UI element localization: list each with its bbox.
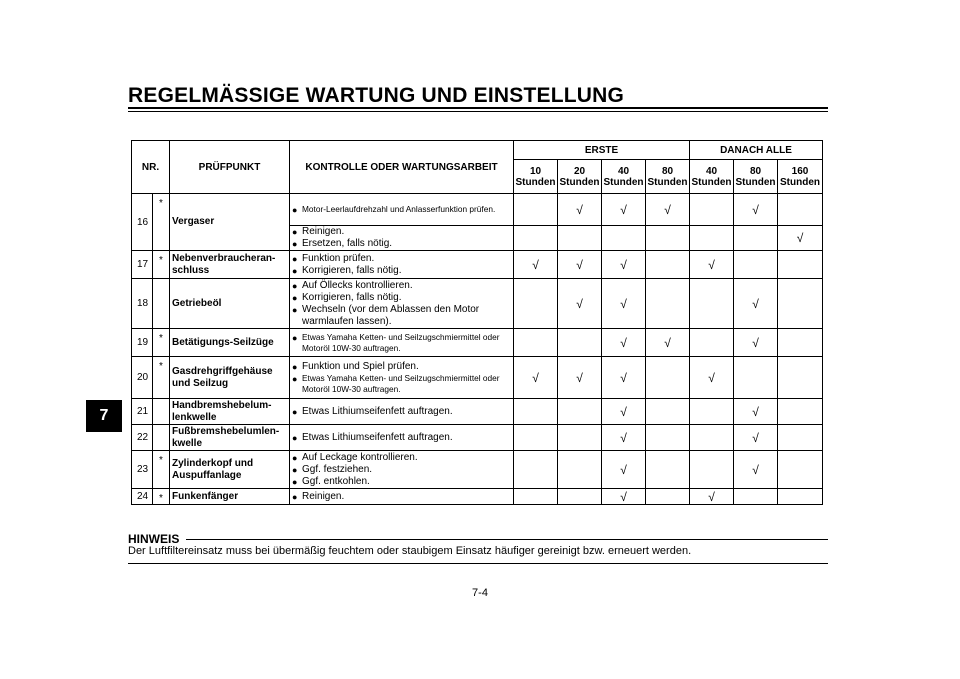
row-work (290, 357, 514, 399)
bullet-icon: ● (292, 265, 298, 276)
work-bullet (292, 361, 511, 373)
page-number: 7-4 (472, 587, 488, 599)
bullet-icon: ● (292, 491, 298, 502)
interval-unit: Stunden (780, 176, 820, 188)
title-rule (128, 107, 828, 109)
interval-value: 10 (529, 165, 542, 177)
bullet-icon: ● (292, 280, 298, 291)
row-number: 17 (132, 251, 153, 279)
interval-header (602, 160, 646, 194)
empty-cell (514, 425, 558, 451)
row-star: * (153, 251, 170, 279)
interval-unit: Stunden (559, 176, 600, 188)
bullet-icon: ● (292, 373, 298, 384)
row-number: 18 (132, 279, 153, 329)
check-mark: √ (646, 194, 690, 226)
empty-cell (514, 399, 558, 425)
header-erste: ERSTE (514, 141, 690, 160)
work-text: Funktion und Spiel prüfen. (302, 360, 419, 372)
interval-value: 40 (705, 165, 718, 177)
maintenance-table (131, 140, 823, 505)
empty-cell (778, 399, 823, 425)
work-text: Wechseln (vor dem Ablassen den Motor warmlaufen lassen). (302, 303, 480, 327)
empty-cell (602, 226, 646, 251)
bullet-icon: ● (292, 361, 298, 372)
bullet-icon: ● (292, 292, 298, 303)
row-number: 22 (132, 425, 153, 451)
note-text: Der Luftfiltereinsatz muss bei übermäßig feuchtem oder staubigem Einsatz häufiger gereinigt bzw. erneuert werden. (128, 545, 692, 557)
row-item: Nebenverbraucheran-schluss (170, 251, 290, 279)
table-row (132, 357, 823, 399)
row-item: Fußbremshebelumlen-kwelle (170, 425, 290, 451)
empty-cell (690, 194, 734, 226)
check-mark: √ (690, 489, 734, 505)
row-work (290, 251, 514, 279)
work-text: Ggf. festziehen. (302, 463, 373, 475)
check-mark: √ (602, 251, 646, 279)
work-bullet (292, 406, 511, 418)
row-number: 24 (132, 489, 153, 505)
check-mark: √ (514, 251, 558, 279)
bullet-icon: ● (292, 464, 298, 475)
check-mark: √ (602, 489, 646, 505)
empty-cell (778, 194, 823, 226)
row-item: Vergaser (170, 194, 290, 251)
work-text: Auf Öllecks kontrollieren. (302, 279, 413, 291)
bullet-icon: ● (292, 204, 298, 215)
title-rule-thin (128, 111, 828, 112)
empty-cell (778, 357, 823, 399)
row-star (153, 425, 170, 451)
bullet-icon: ● (292, 332, 298, 343)
row-item: Gasdrehgriffgehäuse und Seilzug (170, 357, 290, 399)
work-bullet (292, 452, 511, 464)
interval-unit: Stunden (603, 176, 644, 188)
work-text: Funktion prüfen. (302, 252, 375, 264)
empty-cell (690, 399, 734, 425)
empty-cell (778, 451, 823, 489)
work-bullet (292, 373, 511, 395)
work-text: Motor-Leerlaufdrehzahl und Anlasserfunktion prüfen. (302, 203, 496, 214)
row-work (290, 489, 514, 505)
work-text: Etwas Lithiumseifenfett auftragen. (302, 431, 453, 443)
interval-unit: Stunden (515, 176, 556, 188)
work-bullet (292, 491, 511, 503)
bullet-icon: ● (292, 432, 298, 443)
interval-header (734, 160, 778, 194)
note-label: HINWEIS (128, 532, 180, 546)
work-text: Korrigieren, falls nötig. (302, 264, 402, 276)
work-bullet (292, 253, 511, 265)
empty-cell (514, 226, 558, 251)
header-nr: NR. (132, 141, 170, 194)
work-text: Etwas Lithiumseifenfett auftragen. (302, 405, 453, 417)
table-row (132, 251, 823, 279)
table-row (132, 399, 823, 425)
row-item: Zylinderkopf und Auspuffanlage (170, 451, 290, 489)
check-mark: √ (602, 194, 646, 226)
chapter-tab: 7 (86, 400, 122, 432)
row-number: 16 (132, 194, 153, 251)
row-number: 23 (132, 451, 153, 489)
empty-cell (558, 329, 602, 357)
work-bullet (292, 265, 511, 277)
work-bullet (292, 464, 511, 476)
interval-header (558, 160, 602, 194)
empty-cell (514, 329, 558, 357)
header-kontrolle: KONTROLLE ODER WARTUNGSARBEIT (290, 141, 514, 194)
work-text: Ersetzen, falls nötig. (302, 238, 393, 249)
empty-cell (690, 226, 734, 251)
empty-cell (778, 425, 823, 451)
empty-cell (690, 425, 734, 451)
empty-cell (646, 489, 690, 505)
empty-cell (514, 279, 558, 329)
check-mark: √ (558, 194, 602, 226)
note-rule (186, 539, 828, 540)
check-mark: √ (602, 279, 646, 329)
check-mark: √ (690, 251, 734, 279)
check-mark: √ (602, 451, 646, 489)
row-number: 20 (132, 357, 153, 399)
check-mark: √ (646, 329, 690, 357)
empty-cell (690, 279, 734, 329)
row-star: * (153, 357, 170, 399)
empty-cell (690, 451, 734, 489)
table-row (132, 451, 823, 489)
empty-cell (558, 489, 602, 505)
table-row (132, 194, 823, 226)
bullet-icon: ● (292, 227, 298, 237)
empty-cell (558, 226, 602, 251)
check-mark: √ (602, 357, 646, 399)
empty-cell (646, 357, 690, 399)
table-row (132, 489, 823, 505)
row-work (290, 279, 514, 329)
check-mark: √ (690, 357, 734, 399)
row-item: Betätigungs-Seilzüge (170, 329, 290, 357)
interval-header (778, 160, 823, 194)
empty-cell (514, 489, 558, 505)
check-mark: √ (734, 279, 778, 329)
row-star (153, 399, 170, 425)
check-mark: √ (602, 399, 646, 425)
row-item: Handbremshebelum-lenkwelle (170, 399, 290, 425)
interval-value: 80 (661, 165, 674, 177)
row-star: * (153, 489, 170, 505)
bullet-icon: ● (292, 304, 298, 315)
empty-cell (646, 279, 690, 329)
note-bottom-rule (128, 563, 828, 564)
work-text: Korrigieren, falls nötig. (302, 291, 402, 303)
work-bullet (292, 304, 511, 328)
bullet-icon: ● (292, 406, 298, 417)
row-work (290, 226, 514, 251)
table-row (132, 425, 823, 451)
interval-value: 20 (573, 165, 586, 177)
empty-cell (734, 357, 778, 399)
empty-cell (646, 251, 690, 279)
check-mark: √ (734, 329, 778, 357)
page-title: REGELMÄSSIGE WARTUNG UND EINSTELLUNG (128, 84, 625, 107)
empty-cell (646, 226, 690, 251)
work-bullet (292, 332, 511, 354)
row-work (290, 329, 514, 357)
row-star: * (153, 451, 170, 489)
empty-cell (646, 451, 690, 489)
work-text: Reinigen. (302, 490, 345, 502)
row-number: 19 (132, 329, 153, 357)
check-mark: √ (602, 425, 646, 451)
table-row (132, 329, 823, 357)
empty-cell (778, 329, 823, 357)
row-item: Getriebeöl (170, 279, 290, 329)
bullet-icon: ● (292, 239, 298, 249)
header-pruefpunkt: PRÜFPUNKT (170, 141, 290, 194)
bullet-icon: ● (292, 476, 298, 487)
empty-cell (558, 399, 602, 425)
work-bullet (292, 238, 511, 250)
empty-cell (558, 451, 602, 489)
row-work (290, 451, 514, 489)
row-work (290, 425, 514, 451)
work-text: Auf Leckage kontrollieren. (302, 451, 418, 463)
row-star: * (153, 329, 170, 357)
row-work (290, 399, 514, 425)
work-bullet (292, 476, 511, 488)
empty-cell (558, 425, 602, 451)
work-text: Reinigen. (302, 226, 345, 237)
check-mark: √ (514, 357, 558, 399)
empty-cell (734, 226, 778, 251)
interval-value: 80 (749, 165, 762, 177)
work-bullet (292, 204, 511, 216)
check-mark: √ (734, 451, 778, 489)
check-mark: √ (734, 399, 778, 425)
empty-cell (514, 194, 558, 226)
row-work (290, 194, 514, 226)
interval-header (646, 160, 690, 194)
empty-cell (778, 251, 823, 279)
work-text: Etwas Yamaha Ketten- und Seilzugschmiermittel oder Motoröl 10W-30 auftragen. (302, 372, 500, 394)
work-text: Etwas Yamaha Ketten- und Seilzugschmiermittel oder Motoröl 10W-30 auftragen. (302, 331, 500, 353)
interval-unit: Stunden (735, 176, 776, 188)
empty-cell (734, 251, 778, 279)
work-text: Ggf. entkohlen. (302, 475, 370, 487)
check-mark: √ (734, 194, 778, 226)
row-star: * (153, 194, 170, 251)
empty-cell (514, 451, 558, 489)
header-danach: DANACH ALLE (690, 141, 823, 160)
interval-header (514, 160, 558, 194)
row-item: Funkenfänger (170, 489, 290, 505)
work-bullet (292, 432, 511, 444)
check-mark: √ (734, 425, 778, 451)
interval-value: 40 (617, 165, 630, 177)
bullet-icon: ● (292, 253, 298, 264)
table-body (132, 194, 823, 505)
interval-value: 160 (791, 165, 809, 177)
empty-cell (778, 279, 823, 329)
empty-cell (734, 489, 778, 505)
row-number: 21 (132, 399, 153, 425)
empty-cell (690, 329, 734, 357)
empty-cell (778, 489, 823, 505)
check-mark: √ (558, 357, 602, 399)
empty-cell (646, 399, 690, 425)
bullet-icon: ● (292, 452, 298, 463)
check-mark: √ (558, 251, 602, 279)
interval-unit: Stunden (647, 176, 688, 188)
work-bullet (292, 280, 511, 292)
check-mark: √ (558, 279, 602, 329)
work-bullet (292, 226, 511, 238)
interval-unit: Stunden (691, 176, 732, 188)
interval-header (690, 160, 734, 194)
work-bullet (292, 292, 511, 304)
check-mark: √ (602, 329, 646, 357)
check-mark: √ (778, 226, 823, 251)
row-star (153, 279, 170, 329)
empty-cell (646, 425, 690, 451)
table-row (132, 279, 823, 329)
